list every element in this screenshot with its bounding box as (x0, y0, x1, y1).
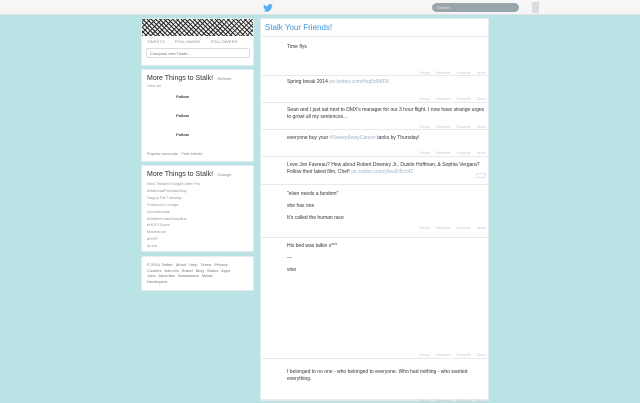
tweet-item[interactable] (261, 185, 490, 238)
tweet-actions (420, 352, 487, 357)
tweet-item[interactable] (261, 103, 490, 130)
favorite-link[interactable]: Favorite (456, 70, 471, 75)
stream-title: Stalk Your Friends! (261, 19, 488, 37)
tweet-text (287, 135, 485, 142)
tweet-paragraph: It's called the human race (287, 215, 344, 221)
tweet-actions (420, 150, 487, 155)
top-navigation-bar (0, 0, 640, 15)
footer-link[interactable]: Blog (195, 267, 204, 273)
footer-link[interactable]: Ads info (164, 267, 179, 273)
tweet-actions (420, 96, 487, 101)
more-link[interactable]: More (476, 398, 486, 403)
footer-link[interactable]: About (175, 262, 187, 267)
tweet-paragraph: vine (287, 267, 297, 273)
tweet-link[interactable]: #SweepAwayCancer (329, 135, 376, 141)
footer-link[interactable]: Apps (221, 267, 231, 273)
tweet-item[interactable] (261, 38, 490, 76)
twitter-bird-icon[interactable] (263, 4, 273, 12)
reply-link[interactable]: Reply (419, 70, 430, 75)
trend-item[interactable]: #WhiteHouseDeadline (147, 215, 187, 221)
trend-item[interactable]: #NationalPancakeDay (147, 187, 187, 193)
tweet-text-segment: Spring break 2014 (287, 79, 330, 85)
footer-link[interactable]: Developers (147, 279, 168, 285)
retweet-link[interactable]: Retweet (435, 352, 451, 357)
follow-button[interactable]: Follow (174, 112, 191, 120)
tweet-text (287, 243, 485, 279)
profile-stats (142, 36, 253, 47)
tweet-item[interactable] (261, 359, 490, 401)
profile-banner (142, 19, 253, 36)
follow-button[interactable]: Follow (174, 131, 191, 139)
retweet-link[interactable]: Retweet (435, 398, 451, 403)
footer-link[interactable]: Brand (181, 267, 193, 273)
tweet-actions (420, 225, 487, 230)
trend-item[interactable]: New Twisted Tonight After Pro (147, 181, 201, 186)
footer-link[interactable]: Status (206, 267, 219, 273)
tweet-text-segment: Love Jon Favreau? How about Robert Downey Jr., Dustin Hoffman, & Sophia Vergara? Follow their latest film, Chef! (287, 162, 480, 175)
tweet-item[interactable] (261, 238, 490, 359)
footer-link[interactable]: Media (201, 273, 213, 279)
tweet-paragraph: "elien needs a fandom" (287, 191, 339, 197)
favorite-link[interactable]: Favorite (456, 225, 471, 230)
reply-link[interactable]: Reply (419, 352, 430, 357)
footer-copyright: © 2014 Twitter (147, 262, 173, 267)
trend-item[interactable]: #Acotlenadis (147, 208, 170, 214)
tweet-text-segment: everyone buy your (287, 135, 330, 141)
reply-link[interactable]: Reply (419, 225, 430, 230)
tweet-text (287, 162, 485, 176)
follow-button[interactable]: Follow (174, 93, 191, 101)
who-to-follow-module (141, 69, 254, 162)
trend-item[interactable]: #HOP (147, 236, 158, 242)
favorite-link[interactable]: Favorite (456, 150, 471, 155)
footer-link[interactable]: Help (189, 262, 198, 267)
change-link[interactable]: · Change (214, 172, 232, 177)
tweet-paragraph: — (287, 255, 292, 261)
tweet-actions (420, 70, 487, 75)
popular-accounts-links[interactable]: Popular accounts · Find friends (147, 151, 203, 156)
tweet-text-segment: I belonged to no one - who belonged to everyone. Who had nothing - who wanted everything. (287, 369, 468, 382)
tweet-text-segment: Time flys (287, 44, 307, 50)
tweet-item[interactable] (261, 76, 490, 103)
more-link[interactable]: More (476, 124, 486, 129)
trend-list (147, 181, 248, 250)
tweet-link[interactable]: pic.twitter.com/y9suiD8ch42 (351, 169, 414, 175)
footer-link[interactable]: Terms (200, 262, 212, 267)
trend-item[interactable]: #Lent (147, 243, 158, 249)
tweet-stream (260, 18, 489, 403)
footer-link[interactable]: Privacy (214, 262, 228, 267)
tweet-text (287, 79, 485, 86)
who-to-follow-title: More Things to Stalk! · Refresh · (147, 75, 234, 82)
footer-link[interactable]: Cookies (147, 267, 162, 273)
reply-link[interactable]: Reply (419, 150, 430, 155)
tweet-item[interactable] (261, 157, 490, 185)
tweet-item[interactable] (261, 130, 490, 157)
tweet-text-segment: Sean and I just sat next to DMX's manager for our 3 hour flight. I now have strange urges to growl all my sentences... (287, 107, 485, 120)
retweet-link[interactable]: Retweet (435, 70, 451, 75)
reply-link[interactable]: Reply (419, 398, 430, 403)
tweet-actions (420, 398, 487, 403)
tweet-text (287, 191, 485, 227)
retweet-link[interactable]: Retweet (435, 225, 451, 230)
more-link[interactable]: More (476, 96, 486, 101)
tweet-text (287, 107, 485, 121)
more-link[interactable]: More (476, 352, 486, 357)
footer-link[interactable]: Advertise (158, 273, 176, 279)
more-link[interactable]: More (476, 150, 486, 155)
account-menu-button[interactable] (532, 2, 539, 13)
footer-link[interactable]: Jobs (147, 273, 156, 279)
view-all-link[interactable]: View all (147, 83, 161, 88)
stat-tweets[interactable]: TWEETS (147, 39, 165, 44)
stat-following[interactable]: FOLLOWING (174, 39, 201, 44)
tweet-text-segment: tanks by Thursday! (375, 135, 420, 141)
tweet-link[interactable]: pic.twitter.com/Hzg5d9KF8 (329, 79, 389, 85)
trend-item[interactable]: #HDF12core (147, 222, 170, 228)
footer-line (147, 279, 248, 285)
media-toggle-button[interactable] (476, 173, 486, 178)
favorite-link[interactable]: Favorite (456, 96, 471, 101)
favorite-link[interactable]: Favorite (456, 352, 471, 357)
retweet-link[interactable]: Retweet (435, 124, 451, 129)
tweet-text (287, 369, 485, 383)
reply-link[interactable]: Reply (419, 96, 430, 101)
tweet-paragraph: His bed was talkin s*** (287, 243, 338, 249)
trend-item[interactable]: Marlebrom (147, 229, 167, 235)
more-link[interactable]: More (476, 70, 486, 75)
trends-title: More Things to Stalk! · Change (147, 171, 232, 178)
retweet-link[interactable]: Retweet (435, 150, 451, 155)
trend-item[interactable]: Pokemon Lounge (147, 201, 179, 207)
retweet-link[interactable]: Retweet (435, 96, 451, 101)
footer-links (141, 256, 254, 291)
more-link[interactable]: More (476, 225, 486, 230)
tweet-text (287, 44, 485, 51)
tweet-actions (420, 124, 487, 129)
favorite-link[interactable]: Favorite (456, 398, 471, 403)
search-input[interactable] (432, 3, 519, 12)
refresh-link[interactable]: · Refresh · (214, 76, 234, 81)
trends-module (141, 165, 254, 252)
reply-link[interactable]: Reply (419, 124, 430, 129)
trend-item[interactable]: Happy Fat Tuesday (147, 194, 182, 200)
tweet-paragraph: she has one (287, 203, 315, 209)
footer-link[interactable]: Businesses (178, 273, 199, 279)
compose-tweet-input[interactable] (146, 48, 250, 58)
favorite-link[interactable]: Favorite (456, 124, 471, 129)
stat-followers[interactable]: FOLLOWERS (210, 39, 238, 44)
profile-card (141, 18, 254, 66)
